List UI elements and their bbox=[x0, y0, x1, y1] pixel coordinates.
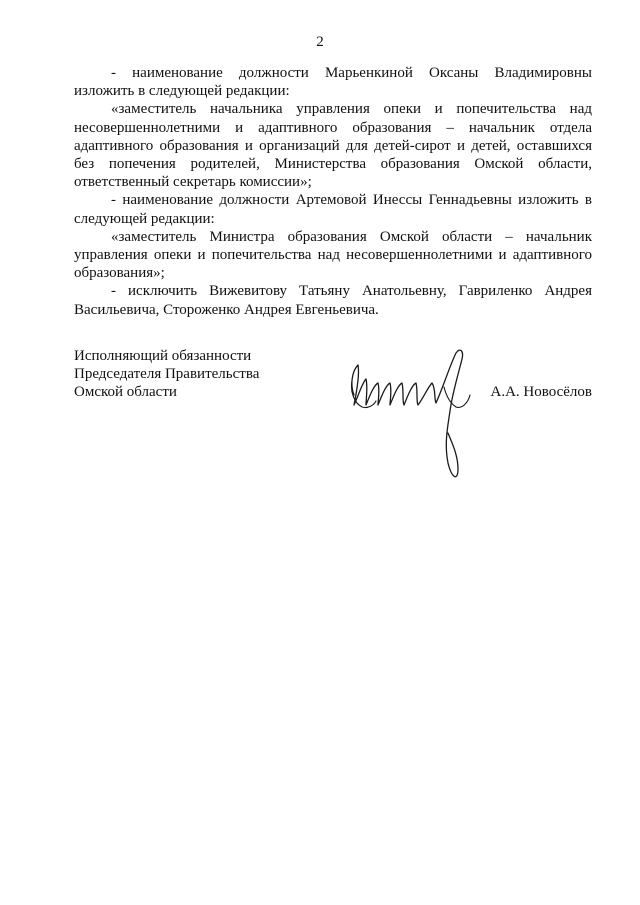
paragraph-marenkina-new-title: «заместитель начальника управления опеки и попечительства над несовершеннолетними и адаптивного образования – начальник отдела адаптивного образования и организаций для детей-сирот и детей, оставшихся без попечения родителей, Министерства образования Омской области, ответственный секретарь комиссии»; bbox=[74, 101, 592, 191]
paragraph-rename-marenkina: - наименование должности Марьенкиной Оксаны Владимировны изложить в следующей редакции: bbox=[74, 65, 592, 100]
page-number: 2 bbox=[316, 34, 324, 50]
paragraph-rename-artemova: - наименование должности Артемовой Инессы Геннадьевны изложить в следующей редакции: bbox=[74, 192, 592, 227]
signer-position-line: Исполняющий обязанности bbox=[74, 348, 252, 364]
signer-name: А.А. Новосёлов bbox=[490, 384, 592, 400]
handwritten-signature bbox=[344, 345, 494, 485]
signature-block bbox=[74, 347, 592, 497]
signer-position bbox=[74, 347, 334, 402]
signer-position-line: Председателя Правительства bbox=[74, 366, 260, 383]
signer-position-line: Омской области bbox=[74, 384, 177, 401]
document-body bbox=[74, 64, 592, 319]
paragraph-artemova-new-title: «заместитель Министра образования Омской области – начальник управления опеки и попечительства над несовершеннолетними и адаптивного образования»; bbox=[74, 228, 592, 282]
paragraph-exclude-members: - исключить Вижевитову Татьяну Анатольевну, Гавриленко Андрея Васильевича, Стороженко Андрея Евгеньевича. bbox=[74, 283, 592, 318]
